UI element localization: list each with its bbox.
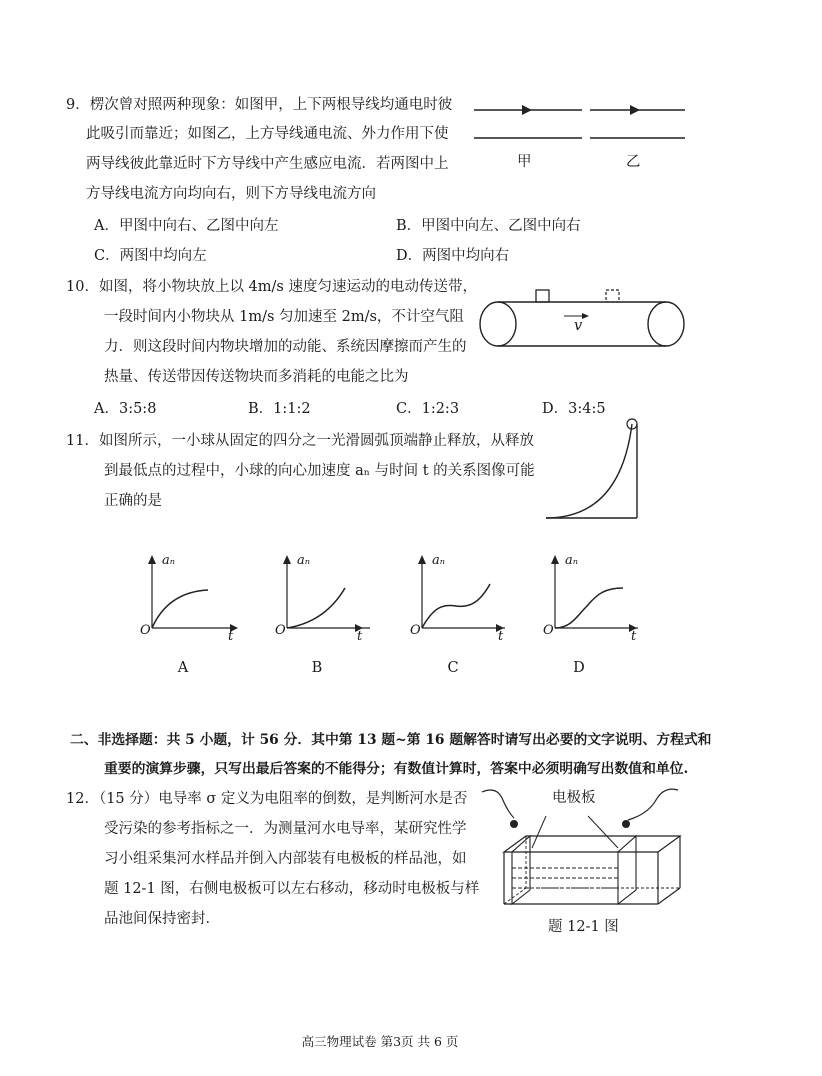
q10-option-d: D．3:4:5 xyxy=(542,401,606,417)
q11-graph-c-origin: O xyxy=(410,623,421,638)
q11-graph-d xyxy=(543,552,653,642)
q9-fig-label-jia: 甲 xyxy=(517,154,532,170)
q12-line-5: 品池间保持密封． xyxy=(104,911,220,927)
q11-arc-figure xyxy=(540,412,650,527)
q12-line-4: 题 12-1 图，右侧电极板可以左右移动，移动时电极板与样 xyxy=(104,881,480,897)
section2-line-2: 重要的演算步骤，只写出最后答案的不能得分；有数值计算时，答案中必须明确写出数值和单位. xyxy=(104,761,689,777)
q10-velocity-label: v xyxy=(574,318,583,334)
q11-graph-label-a: A xyxy=(177,660,189,676)
q11-line-3: 正确的是 xyxy=(104,493,162,509)
q11-line-2: 到最低点的过程中，小球的向心加速度 aₙ 与时间 t 的关系图像可能 xyxy=(104,463,535,479)
q10-conveyor-figure xyxy=(476,282,691,348)
q11-graph-label-c: C xyxy=(447,660,459,676)
q9-option-a: A．甲图中向右、乙图中向左 xyxy=(94,218,279,234)
q11-graph-c-x-label: t xyxy=(498,629,504,644)
q10-line-2: 一段时间内小物块从 1m/s 匀加速至 2m/s，不计空气阻 xyxy=(104,309,464,325)
q11-graph-c-y-label: aₙ xyxy=(432,553,446,568)
q11-graph-a xyxy=(140,552,250,642)
q12-electrode-label: 电极板 xyxy=(552,790,596,806)
q9-fig-label-yi: 乙 xyxy=(626,154,641,170)
q10-option-c: C．1:2:3 xyxy=(396,401,460,417)
q11-line-1: 11．如图所示，一小球从固定的四分之一光滑圆弧顶端静止释放，从释放 xyxy=(66,433,534,449)
q11-graph-b-x-label: t xyxy=(357,629,363,644)
q11-graph-c xyxy=(410,552,520,642)
q9-line-3: 两导线彼此靠近时下方导线中产生感应电流．若两图中上 xyxy=(86,156,449,172)
q9-line-1: 9．楞次曾对照两种现象：如图甲，上下两根导线均通电时彼 xyxy=(66,97,453,113)
q9-option-d: D．两图中均向右 xyxy=(396,248,510,264)
q12-figure-caption: 题 12-1 图 xyxy=(548,919,619,935)
q11-graph-label-b: B xyxy=(311,660,323,676)
section2-line-1: 二、非选择题：共 5 小题，计 56 分．其中第 13 题~第 16 题解答时请写出必要的文字说明、方程式和 xyxy=(70,732,712,748)
q11-graph-label-d: D xyxy=(573,660,585,676)
q11-graph-d-origin: O xyxy=(543,623,554,638)
q10-line-1: 10．如图，将小物块放上以 4m/s 速度匀速运动的电动传送带， xyxy=(66,279,477,295)
q9-line-2: 此吸引而靠近；如图乙，上方导线通电流、外力作用下使 xyxy=(86,126,449,142)
q11-graph-d-x-label: t xyxy=(631,629,637,644)
q11-graph-b-origin: O xyxy=(275,623,286,638)
q12-line-2: 受污染的参考指标之一．为测量河水电导率，某研究性学 xyxy=(104,821,467,837)
q9-option-b: B．甲图中向左、乙图中向右 xyxy=(396,218,581,234)
q9-option-c: C．两图中均向左 xyxy=(94,248,207,264)
q10-line-3: 力．则这段时间内物块增加的动能、系统因摩擦而产生的 xyxy=(104,339,467,355)
q11-graph-a-x-label: t xyxy=(228,629,234,644)
q10-option-b: B．1:1:2 xyxy=(248,401,311,417)
q12-line-3: 习小组采集河水样品并倒入内部装有电极板的样品池，如 xyxy=(104,851,467,867)
q11-graph-d-y-label: aₙ xyxy=(565,553,579,568)
page-footer: 高三物理试卷 第3页 共 6 页 xyxy=(301,1034,459,1049)
q9-line-4: 方导线电流方向均向右，则下方导线电流方向 xyxy=(86,186,376,202)
q10-option-a: A．3:5:8 xyxy=(94,401,157,417)
q11-graph-a-y-label: aₙ xyxy=(162,553,176,568)
q11-graph-b-y-label: aₙ xyxy=(297,553,311,568)
q11-graph-b xyxy=(275,552,385,642)
q11-graph-a-origin: O xyxy=(140,623,151,638)
q10-line-4: 热量、传送带因传送物块而多消耗的电能之比为 xyxy=(104,369,409,385)
q9-figure xyxy=(470,100,690,175)
q12-line-1: 12．（15 分）电导率 σ 定义为电阻率的倒数，是判断河水是否 xyxy=(66,791,468,807)
